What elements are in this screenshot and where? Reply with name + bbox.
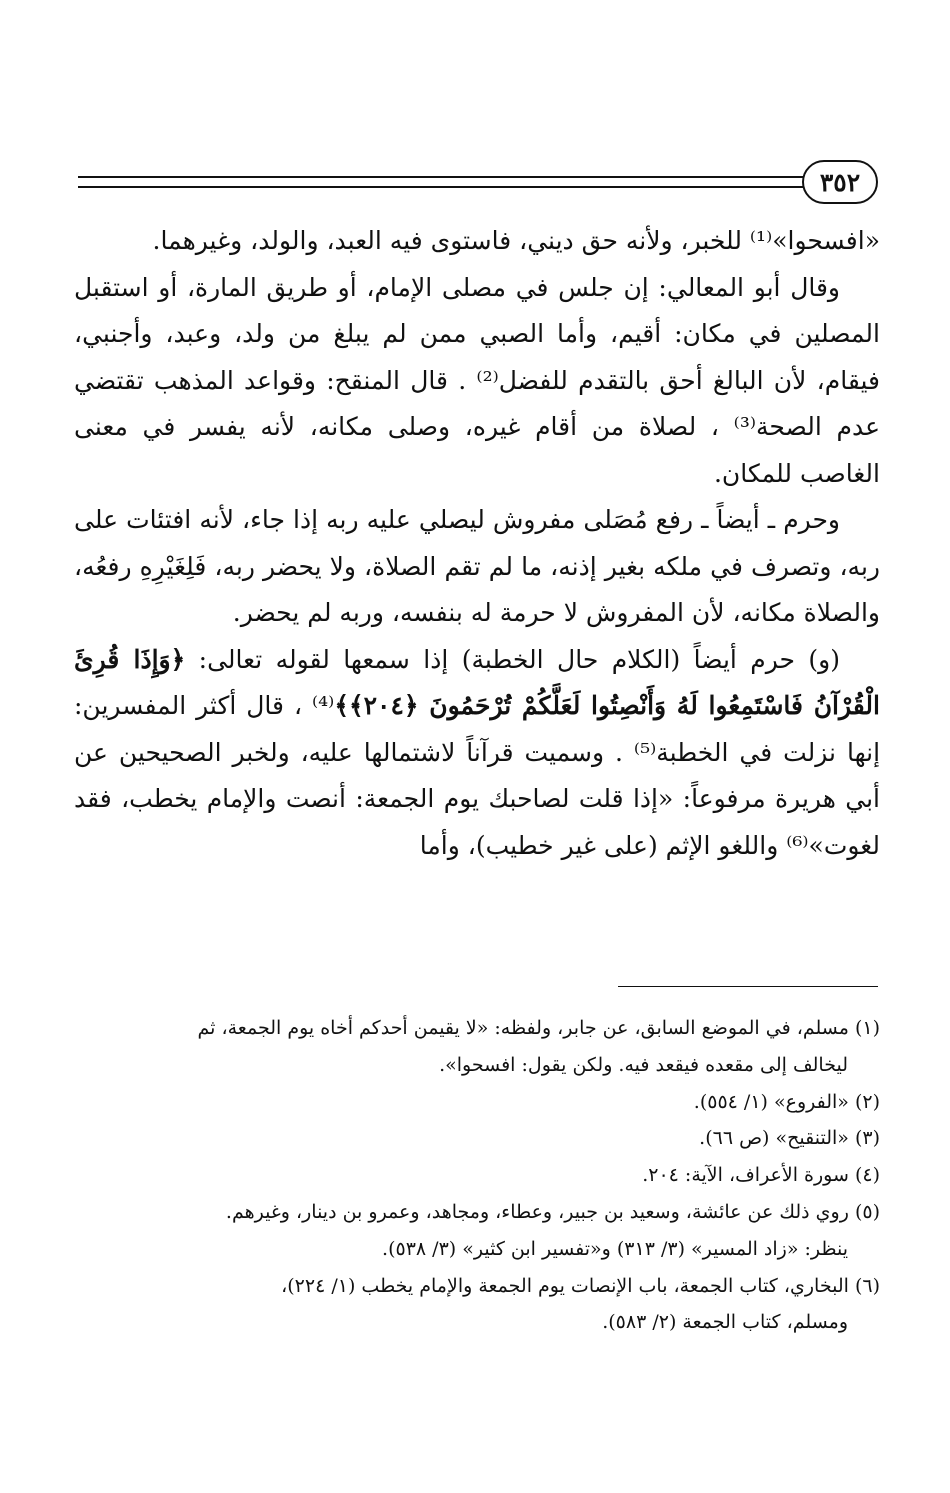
footnote-5: (٥) روي ذلك عن عائشة، وسعيد بن جبير، وعطاء، ومجاهد، وعمرو بن دينار، وغيرهم. — [225, 1200, 880, 1223]
footnote-1 — [74, 1010, 880, 1047]
footnote-6: (٦) البخاري، كتاب الجمعة، باب الإنصات يوم الجمعة والإمام يخطب (١/ ٢٢٤)، — [281, 1274, 880, 1297]
paragraph-3: وحرم ـ أيضاً ـ رفع مُصَلى مفروش ليصلي عليه ربه إذا جاء، لأنه افتئات على ربه، وتصرف في ملكه بغير إذنه، ما لم تقم الصلاة، ولا يحضر ربه، فَلِغَيْرِهِ رفعُه، والصلاة مكانه، لأن المفروش لا حرمة له بنفسه، وربه لم يحضر. — [74, 505, 880, 627]
paragraph-4-rest: ⁽⁴⁾ ، قال أكثر المفسرين: إنها نزلت في الخطبة⁽⁵⁾ . وسميت قرآناً لاشتمالها عليه، ولخبر الصحيحين عن أبي هريرة مرفوعاً: «إذا قلت لصاحبك يوم الجمعة: أنصت والإمام يخطب، فقد لغوت»⁽⁶⁾ واللغو الإثم (على غير خطيب)، وأما — [74, 691, 881, 860]
footnote-3: (٣) «التنقيح» (ص ٦٦). — [699, 1127, 880, 1150]
paragraph-1: «افسحوا»⁽¹⁾ للخبر، ولأنه حق ديني، فاستوى فيه العبد، والولد، وغيرهما. — [152, 226, 880, 255]
footnote-divider — [618, 986, 878, 987]
page-header — [78, 160, 878, 204]
page-number: ٣٥٢ — [802, 160, 878, 204]
footnotes — [74, 1010, 880, 1341]
paragraph-2: وقال أبو المعالي: إن جلس في مصلى الإمام، أو طريق المارة، أو استقبل المصلين في مكان: أقيم، وأما الصبي ممن لم يبلغ من ولد، وعبد، وأجنبي، فيقام، لأن البالغ أحق بالتقدم للفضل⁽²⁾ . قال المنقح: وقواعد المذهب تقتضي عدم الصحة⁽³⁾ ، لصلاة من أقام غيره، وصلى مكانه، لأنه يفسر في معنى الغاصب للمكان. — [74, 272, 881, 488]
footnote-1-continuation: ليخالف إلى مقعده فيقعد فيه. ولكن يقول: افسحوا». — [439, 1053, 848, 1076]
footnote-1-first: (١) مسلم، في الموضع السابق، عن جابر، ولفظه: «لا يقيمن أحدكم أخاه يوم الجمعة، ثم — [197, 1017, 880, 1039]
paragraph-4 — [74, 637, 880, 870]
footnote-2: (٢) «الفروع» (١/ ٥٥٤). — [693, 1090, 880, 1113]
paragraph-4-lead: (و) حرم أيضاً (الكلام حال الخطبة) إذا سمعها لقوله تعالى: — [185, 644, 840, 674]
footnote-4: (٤) سورة الأعراف، الآية: ٢٠٤. — [642, 1164, 880, 1187]
footnote-6-continuation: ومسلم، كتاب الجمعة (٢/ ٥٨٣). — [602, 1311, 848, 1334]
footnote-5-continuation: ينظر: «زاد المسير» (٣/ ٣١٣) و«تفسير ابن كثير» (٣/ ٥٣٨). — [382, 1237, 848, 1260]
main-text — [74, 218, 880, 869]
quran-verse: ﴿وَإِذَا قُرِئَ الْقُرْآنُ فَاسْتَمِعُوا لَهُ وَأَنْصِتُوا لَعَلَّكُمْ تُرْحَمُونَ ﴿٢٠٤﴾﴾ — [74, 644, 880, 720]
header-rule — [78, 176, 804, 188]
